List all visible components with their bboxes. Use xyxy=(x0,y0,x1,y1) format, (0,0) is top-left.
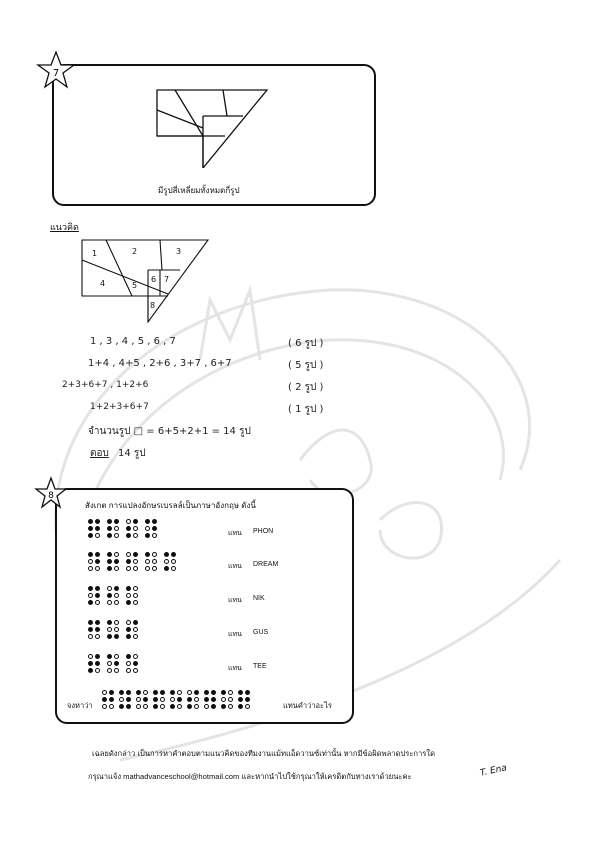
braille-dot xyxy=(126,704,131,709)
work-line-3: 2+3+6+7 , 1+2+6 xyxy=(62,380,149,390)
braille-dot xyxy=(88,526,93,531)
braille-dot xyxy=(245,697,250,702)
braille-dot xyxy=(164,559,169,564)
braille-dot xyxy=(126,533,131,538)
braille-dot xyxy=(107,661,112,666)
braille-dot xyxy=(160,704,165,709)
braille-dot xyxy=(107,634,112,639)
braille-dot xyxy=(88,668,93,673)
braille-dot xyxy=(171,559,176,564)
braille-dot xyxy=(95,661,100,666)
braille-dot xyxy=(109,690,114,695)
braille-dot xyxy=(136,690,141,695)
braille-dot xyxy=(126,600,131,605)
stands-for-label: แทน xyxy=(228,597,242,604)
braille-dot xyxy=(171,552,176,557)
braille-dot xyxy=(95,593,100,598)
braille-dot xyxy=(88,634,93,639)
braille-dot xyxy=(228,690,233,695)
braille-dot xyxy=(126,654,131,659)
footer-line-1: เฉลยดังกล่าว เป็นการหาคำตอบตามแนวคิดของทีมงานแม้ทแอ็ดวานซ์เท่านั้น หากมีข้อผิดพลาดประการใด xyxy=(92,749,436,758)
braille-cell xyxy=(102,690,115,710)
braille-dot xyxy=(95,559,100,564)
braille-cell xyxy=(221,690,234,710)
braille-dot xyxy=(95,533,100,538)
braille-cell xyxy=(88,620,101,640)
braille-dot xyxy=(194,697,199,702)
braille-dot xyxy=(107,552,112,557)
braille-cell xyxy=(88,552,101,572)
region-5: 5 xyxy=(132,281,138,290)
braille-dot xyxy=(95,668,100,673)
region-3: 3 xyxy=(176,247,182,256)
total-line: จำนวนรูป □ = 6+5+2+1 = 14 รูป xyxy=(88,426,251,437)
braille-dot xyxy=(221,697,226,702)
braille-dot xyxy=(88,586,93,591)
braille-dot xyxy=(95,552,100,557)
braille-dot xyxy=(126,566,131,571)
braille-dot xyxy=(133,566,138,571)
problem-7-question: มีรูปสี่เหลี่ยมทั้งหมดกี่รูป xyxy=(158,186,240,195)
braille-dot xyxy=(107,600,112,605)
braille-dot xyxy=(88,566,93,571)
braille-dot xyxy=(133,593,138,598)
braille-dot xyxy=(133,600,138,605)
braille-dot xyxy=(88,533,93,538)
braille-dot xyxy=(145,519,150,524)
braille-dot xyxy=(143,690,148,695)
braille-dot xyxy=(164,552,169,557)
star-badge-8 xyxy=(34,476,68,510)
braille-dot xyxy=(152,519,157,524)
work-line-3-result: ( 2 รูป ) xyxy=(288,382,324,393)
problem-8-number: 8 xyxy=(48,491,54,501)
braille-dot xyxy=(133,661,138,666)
braille-cell xyxy=(170,690,183,710)
braille-dot xyxy=(102,704,107,709)
braille-dot xyxy=(145,533,150,538)
braille-dot xyxy=(88,620,93,625)
braille-dot xyxy=(88,661,93,666)
problem-8-intro: สังเกต การแปลงอักษรเบรลล์เป็นภาษาอังกฤษ ดังนี้ xyxy=(85,501,256,510)
braille-dot xyxy=(152,566,157,571)
braille-word: TEE xyxy=(253,663,267,670)
braille-row-nik xyxy=(88,586,139,606)
braille-dot xyxy=(245,690,250,695)
region-2: 2 xyxy=(132,247,138,256)
braille-dot xyxy=(119,704,124,709)
braille-dot xyxy=(152,552,157,557)
braille-dot xyxy=(133,526,138,531)
footer-line-2: กรุณาแจ้ง mathadvanceschool@hotmail.com และหากนำไปใช้กรุณาให้เครดิตกับทางเราด้วยนะคะ xyxy=(88,772,412,781)
braille-dot xyxy=(143,704,148,709)
question-prefix: จงหาว่า xyxy=(67,701,93,710)
braille-cell xyxy=(88,519,101,539)
region-4: 4 xyxy=(100,279,106,288)
braille-dot xyxy=(107,586,112,591)
braille-dot xyxy=(164,566,169,571)
answer-value: 14 รูป xyxy=(118,448,146,459)
region-6: 6 xyxy=(151,275,157,284)
braille-cell xyxy=(126,586,139,606)
braille-dot xyxy=(145,559,150,564)
work-line-1-result: ( 6 รูป ) xyxy=(288,338,324,349)
answer-label: ตอบ xyxy=(90,448,109,459)
braille-dot xyxy=(136,697,141,702)
braille-dot xyxy=(95,634,100,639)
braille-dot xyxy=(114,627,119,632)
braille-dot xyxy=(211,697,216,702)
braille-dot xyxy=(187,690,192,695)
braille-cell xyxy=(126,519,139,539)
braille-dot xyxy=(114,519,119,524)
braille-dot xyxy=(133,586,138,591)
braille-dot xyxy=(114,620,119,625)
braille-dot xyxy=(204,697,209,702)
braille-dot xyxy=(88,627,93,632)
braille-dot xyxy=(221,704,226,709)
braille-dot xyxy=(107,533,112,538)
braille-dot xyxy=(126,559,131,564)
braille-dot xyxy=(211,690,216,695)
braille-dot xyxy=(88,519,93,524)
braille-dot xyxy=(95,627,100,632)
braille-dot xyxy=(95,600,100,605)
braille-word: NIK xyxy=(253,595,265,602)
stands-for-label: แทน xyxy=(228,563,242,570)
braille-cell xyxy=(88,654,101,674)
work-line-4-result: ( 1 รูป ) xyxy=(288,404,324,415)
braille-cell xyxy=(153,690,166,710)
braille-dot xyxy=(152,533,157,538)
braille-dot xyxy=(107,559,112,564)
braille-word: DREAM xyxy=(253,561,279,568)
braille-dot xyxy=(114,566,119,571)
braille-cell xyxy=(187,690,200,710)
braille-cell xyxy=(145,552,158,572)
braille-dot xyxy=(102,697,107,702)
braille-dot xyxy=(238,704,243,709)
question-braille xyxy=(102,690,251,710)
braille-dot xyxy=(109,697,114,702)
braille-dot xyxy=(171,566,176,571)
work-line-2: 1+4 , 4+5 , 2+6 , 3+7 , 6+7 xyxy=(88,358,232,369)
braille-row-tee xyxy=(88,654,139,674)
braille-dot xyxy=(107,593,112,598)
braille-dot xyxy=(204,704,209,709)
braille-dot xyxy=(133,634,138,639)
braille-dot xyxy=(114,533,119,538)
braille-dot xyxy=(170,704,175,709)
braille-dot xyxy=(107,519,112,524)
braille-dot xyxy=(95,566,100,571)
braille-dot xyxy=(126,697,131,702)
braille-dot xyxy=(238,697,243,702)
braille-dot xyxy=(133,668,138,673)
work-line-2-result: ( 5 รูป ) xyxy=(288,360,324,371)
problem-7-figure xyxy=(155,88,285,168)
braille-dot xyxy=(126,668,131,673)
braille-dot xyxy=(145,566,150,571)
braille-cell xyxy=(126,552,139,572)
braille-dot xyxy=(194,704,199,709)
braille-dot xyxy=(114,654,119,659)
braille-dot xyxy=(177,690,182,695)
braille-dot xyxy=(114,526,119,531)
braille-dot xyxy=(133,519,138,524)
braille-dot xyxy=(177,704,182,709)
braille-dot xyxy=(126,634,131,639)
braille-cell xyxy=(136,690,149,710)
question-suffix: แทนคำว่าอะไร xyxy=(283,701,332,710)
braille-dot xyxy=(126,519,131,524)
work-line-1: 1 , 3 , 4 , 5 , 6 , 7 xyxy=(90,336,176,347)
braille-dot xyxy=(95,526,100,531)
star-badge-7 xyxy=(36,50,76,90)
braille-dot xyxy=(88,593,93,598)
region-7: 7 xyxy=(164,275,170,284)
solution-heading: แนวคิด xyxy=(50,223,79,233)
braille-dot xyxy=(107,620,112,625)
braille-cell xyxy=(164,552,177,572)
braille-dot xyxy=(126,526,131,531)
braille-dot xyxy=(133,533,138,538)
braille-dot xyxy=(153,697,158,702)
braille-cell xyxy=(107,519,120,539)
braille-dot xyxy=(88,654,93,659)
braille-cell xyxy=(145,519,158,539)
braille-dot xyxy=(187,704,192,709)
braille-dot xyxy=(145,526,150,531)
braille-dot xyxy=(211,704,216,709)
braille-dot xyxy=(238,690,243,695)
braille-dot xyxy=(107,526,112,531)
braille-dot xyxy=(107,668,112,673)
braille-dot xyxy=(95,620,100,625)
braille-dot xyxy=(133,620,138,625)
braille-cell xyxy=(107,552,120,572)
braille-dot xyxy=(114,559,119,564)
braille-dot xyxy=(126,593,131,598)
braille-dot xyxy=(114,634,119,639)
braille-dot xyxy=(114,552,119,557)
braille-dot xyxy=(177,697,182,702)
braille-cell xyxy=(119,690,132,710)
braille-dot xyxy=(95,586,100,591)
braille-dot xyxy=(119,697,124,702)
braille-dot xyxy=(160,697,165,702)
braille-row-phon xyxy=(88,519,158,539)
work-line-4: 1+2+3+6+7 xyxy=(90,402,149,412)
braille-dot xyxy=(126,627,131,632)
region-8: 8 xyxy=(150,301,156,310)
braille-cell xyxy=(126,620,139,640)
braille-dot xyxy=(228,704,233,709)
braille-dot xyxy=(133,654,138,659)
problem-7-number: 7 xyxy=(52,68,60,79)
braille-dot xyxy=(153,690,158,695)
braille-dot xyxy=(152,526,157,531)
braille-dot xyxy=(245,704,250,709)
braille-row-dream xyxy=(88,552,177,572)
stands-for-label: แทน xyxy=(228,530,242,537)
braille-dot xyxy=(88,559,93,564)
braille-dot xyxy=(107,627,112,632)
braille-dot xyxy=(136,704,141,709)
braille-word: GUS xyxy=(253,629,269,636)
braille-dot xyxy=(133,559,138,564)
braille-dot xyxy=(221,690,226,695)
braille-dot xyxy=(119,690,124,695)
braille-cell xyxy=(107,654,120,674)
braille-dot xyxy=(126,690,131,695)
signature: T. Ena xyxy=(479,763,508,779)
solution-figure xyxy=(80,238,215,323)
braille-dot xyxy=(133,627,138,632)
braille-dot xyxy=(109,704,114,709)
braille-dot xyxy=(204,690,209,695)
braille-dot xyxy=(114,586,119,591)
braille-dot xyxy=(194,690,199,695)
braille-dot xyxy=(114,600,119,605)
braille-dot xyxy=(114,661,119,666)
braille-dot xyxy=(88,552,93,557)
braille-dot xyxy=(95,519,100,524)
braille-dot xyxy=(145,552,150,557)
braille-dot xyxy=(126,586,131,591)
region-1: 1 xyxy=(92,249,98,258)
braille-dot xyxy=(170,697,175,702)
braille-dot xyxy=(126,620,131,625)
braille-dot xyxy=(88,600,93,605)
braille-dot xyxy=(107,566,112,571)
braille-dot xyxy=(114,668,119,673)
braille-dot xyxy=(143,697,148,702)
braille-dot xyxy=(228,697,233,702)
braille-dot xyxy=(133,552,138,557)
braille-cell xyxy=(238,690,251,710)
braille-dot xyxy=(160,690,165,695)
braille-dot xyxy=(114,593,119,598)
braille-dot xyxy=(153,704,158,709)
braille-word: PHON xyxy=(253,528,274,535)
braille-row-gus xyxy=(88,620,139,640)
braille-dot xyxy=(152,559,157,564)
braille-dot xyxy=(187,697,192,702)
stands-for-label: แทน xyxy=(228,631,242,638)
braille-dot xyxy=(107,654,112,659)
braille-cell xyxy=(126,654,139,674)
braille-cell xyxy=(204,690,217,710)
braille-cell xyxy=(107,620,120,640)
braille-dot xyxy=(102,690,107,695)
stands-for-label: แทน xyxy=(228,665,242,672)
braille-cell xyxy=(107,586,120,606)
braille-dot xyxy=(95,654,100,659)
braille-dot xyxy=(126,552,131,557)
braille-cell xyxy=(88,586,101,606)
braille-dot xyxy=(126,661,131,666)
braille-dot xyxy=(170,690,175,695)
